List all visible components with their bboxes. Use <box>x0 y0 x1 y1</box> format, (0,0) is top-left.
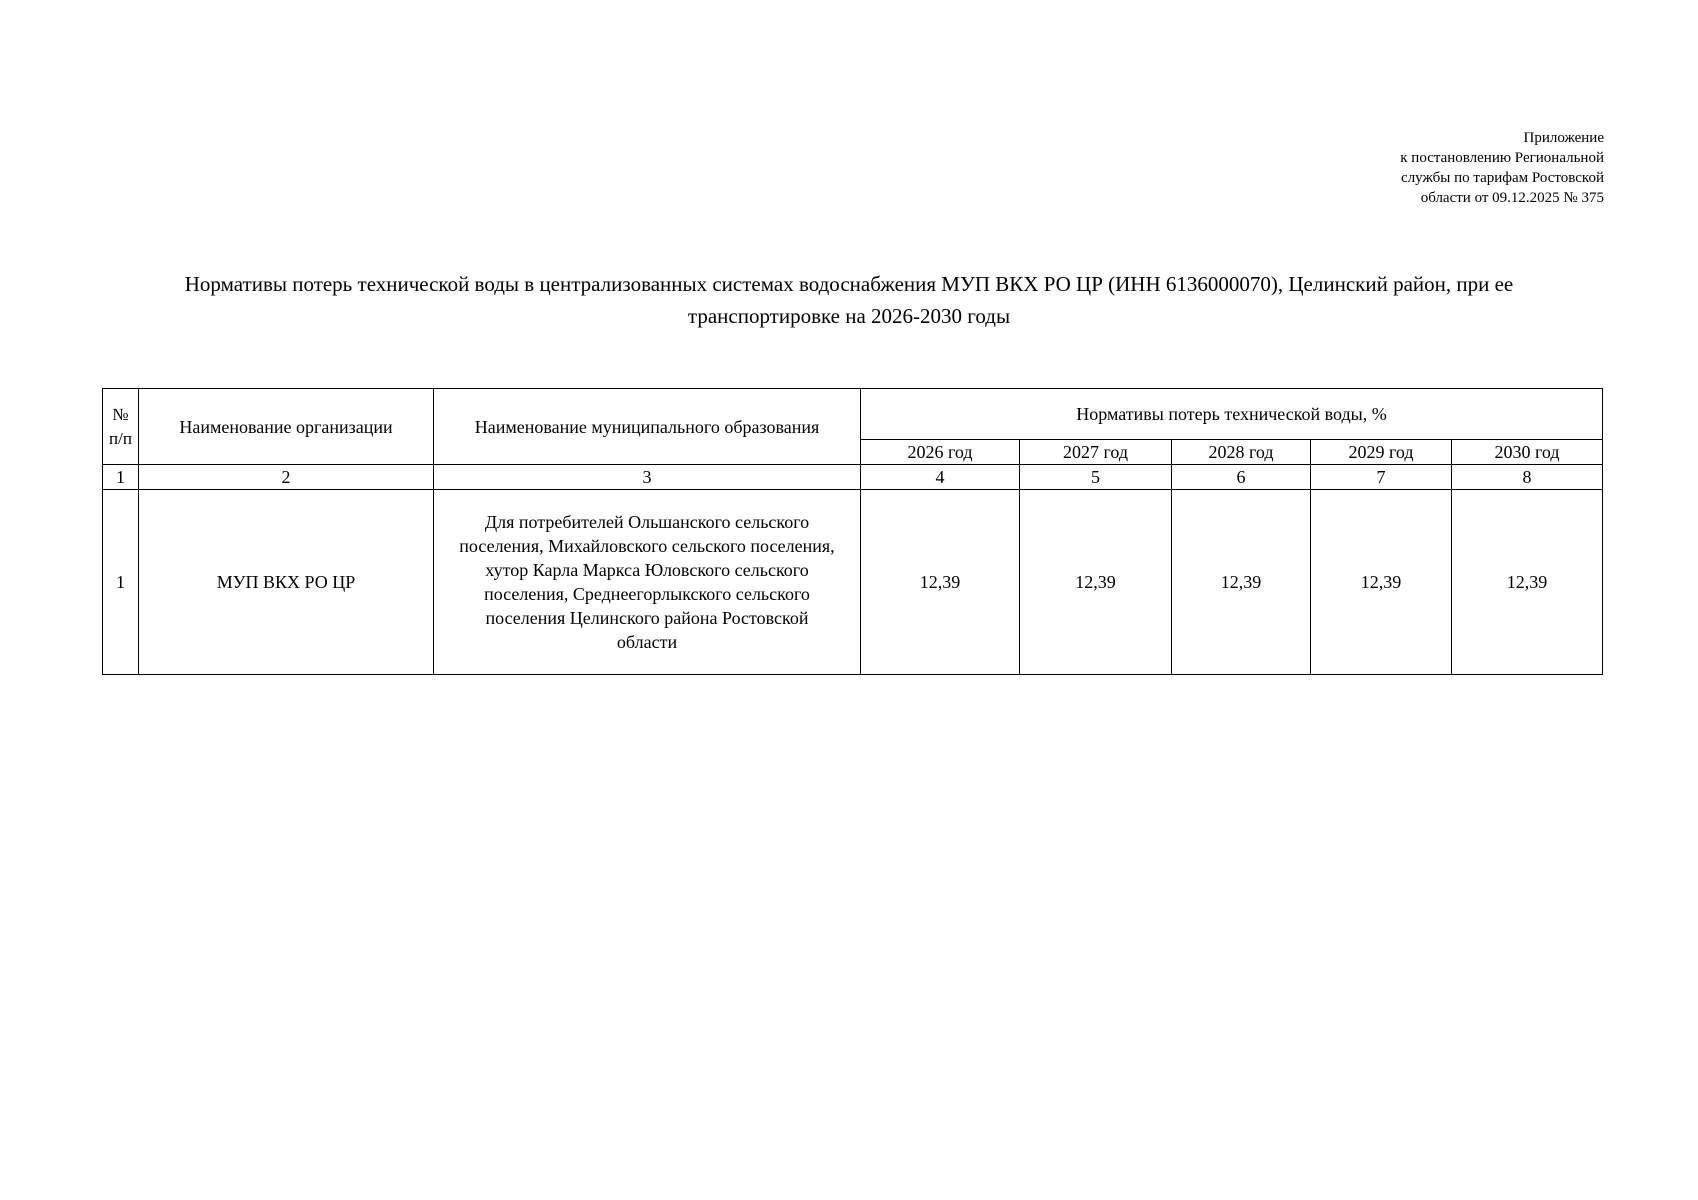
table-header-row <box>103 389 1603 440</box>
appendix-note <box>1344 128 1604 208</box>
header-year-2030: 2030 год <box>1452 440 1603 465</box>
value-2029: 12,39 <box>1311 490 1452 675</box>
municipality-line: поселения Целинского района Ростовской <box>485 608 809 628</box>
municipality-line: области <box>616 632 678 652</box>
municipality-line: Для потребителей Ольшанского сельского <box>484 512 810 532</box>
value-2027: 12,39 <box>1020 490 1172 675</box>
header-year-2026: 2026 год <box>861 440 1020 465</box>
municipality-line: хутор Карла Маркса Юловского сельского <box>485 560 809 580</box>
appendix-line: к постановлению Региональной <box>1400 150 1604 166</box>
column-number: 4 <box>861 465 1020 490</box>
column-number: 6 <box>1172 465 1311 490</box>
header-number-abbr: п/п <box>109 428 132 448</box>
column-number: 2 <box>139 465 434 490</box>
column-number: 1 <box>103 465 139 490</box>
appendix-line: службы по тарифам Ростовской <box>1401 170 1604 186</box>
appendix-line: Приложение <box>1523 130 1604 146</box>
table-row <box>103 490 1603 675</box>
organization-name: МУП ВКХ РО ЦР <box>139 490 434 675</box>
appendix-line: области от 09.12.2025 № 375 <box>1420 190 1604 206</box>
header-municipality: Наименование муниципального образования <box>434 389 861 465</box>
column-number: 7 <box>1311 465 1452 490</box>
header-year-2027: 2027 год <box>1020 440 1172 465</box>
value-2026: 12,39 <box>861 490 1020 675</box>
title-line-1: Нормативы потерь технической воды в централизованных системах водоснабжения МУП ВКХ РО ЦР (ИНН 6136000070), Целинский район, при ее <box>184 272 1514 296</box>
document-title <box>100 268 1598 332</box>
header-organization: Наименование организации <box>139 389 434 465</box>
municipality-name <box>434 490 861 675</box>
value-2030: 12,39 <box>1452 490 1603 675</box>
row-number: 1 <box>103 490 139 675</box>
header-year-2028: 2028 год <box>1172 440 1311 465</box>
header-number <box>103 389 139 465</box>
title-line-2: транспортировке на 2026-2030 годы <box>687 304 1011 328</box>
municipality-line: поселения, Михайловского сельского поселения, <box>459 536 835 556</box>
header-year-2029: 2029 год <box>1311 440 1452 465</box>
value-2028: 12,39 <box>1172 490 1311 675</box>
municipality-line: поселения, Среднеегорлыкского сельского <box>484 584 810 604</box>
norms-table <box>102 388 1603 675</box>
column-number: 8 <box>1452 465 1603 490</box>
column-number: 5 <box>1020 465 1172 490</box>
column-number: 3 <box>434 465 861 490</box>
header-number-sign: № <box>112 404 129 424</box>
column-numbers-row <box>103 465 1603 490</box>
header-norms-group: Нормативы потерь технической воды, % <box>861 389 1603 440</box>
